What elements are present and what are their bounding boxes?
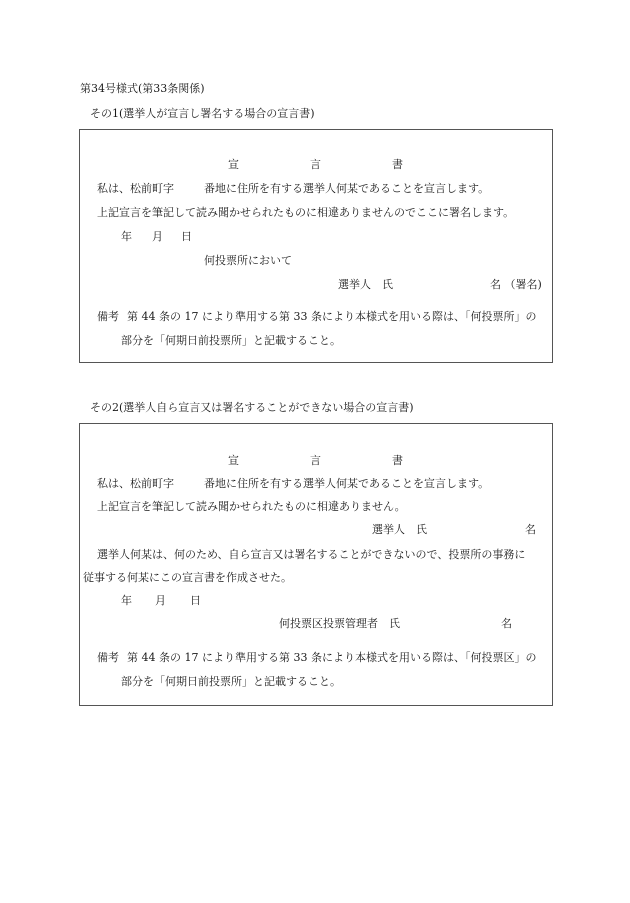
part2-signer-name-label: 名 [525, 523, 536, 536]
part1-signer-label: 選挙人 氏 [338, 278, 393, 291]
part1-date-year: 年 [121, 230, 132, 243]
part1-heading: その1(選挙人が宣言し署名する場合の宣言書) [90, 107, 315, 120]
part1-signer-name-label: 名 （署名) [490, 278, 542, 291]
part2-line2: 上記宣言を筆記して読み聞かせられたものに相違ありません。 [97, 500, 406, 513]
part2-date-year: 年 [121, 594, 132, 607]
part2-line1-prefix: 私は、松前町字 [97, 477, 174, 490]
part1-date-month: 月 [152, 230, 163, 243]
part2-note-line1: 第 44 条の 17 により準用する第 33 条により本様式を用いる際は、「何投票区」の [127, 651, 537, 664]
part2-date-day: 日 [190, 594, 201, 607]
form-title: 第34号様式(第33条関係) [80, 82, 205, 95]
part2-line3: 選挙人何某は、何のため、自ら宣言又は署名することができないので、投票所の事務に [97, 548, 526, 561]
part2-date-month: 月 [155, 594, 166, 607]
part2-admin-name-label: 名 [501, 617, 512, 630]
part2-title-char-2: 言 [310, 454, 321, 467]
part1-title-char-3: 書 [392, 158, 403, 171]
part1-title-char-1: 宣 [228, 158, 239, 171]
part1-date-day: 日 [181, 230, 192, 243]
part2-note-line2: 部分を「何期日前投票所」と記載すること。 [121, 675, 341, 688]
part1-note-line2: 部分を「何期日前投票所」と記載すること。 [121, 334, 341, 347]
part2-line1-body: 番地に住所を有する選挙人何某であることを宣言します。 [204, 477, 490, 490]
part2-admin-label: 何投票区投票管理者 氏 [279, 617, 400, 630]
part2-line4: 従事する何某にこの宣言書を作成させた。 [83, 571, 292, 584]
part1-title-char-2: 言 [310, 158, 321, 171]
part1-place: 何投票所において [204, 254, 292, 267]
part2-note-label: 備考 [97, 651, 119, 664]
part2-signer-label: 選挙人 氏 [372, 523, 427, 536]
part1-note-line1: 第 44 条の 17 により準用する第 33 条により本様式を用いる際は、「何投票所」の [127, 310, 537, 323]
part2-title-char-3: 書 [392, 454, 403, 467]
part1-line1-body: 番地に住所を有する選挙人何某であることを宣言します。 [204, 182, 490, 195]
part1-line1-prefix: 私は、松前町字 [97, 182, 174, 195]
part1-note-label: 備考 [97, 310, 119, 323]
part2-heading: その2(選挙人自ら宣言又は署名することができない場合の宣言書) [90, 401, 414, 414]
part1-line2: 上記宣言を筆記して読み聞かせられたものに相違ありませんのでここに署名します。 [97, 206, 515, 219]
part2-title-char-1: 宣 [228, 454, 239, 467]
